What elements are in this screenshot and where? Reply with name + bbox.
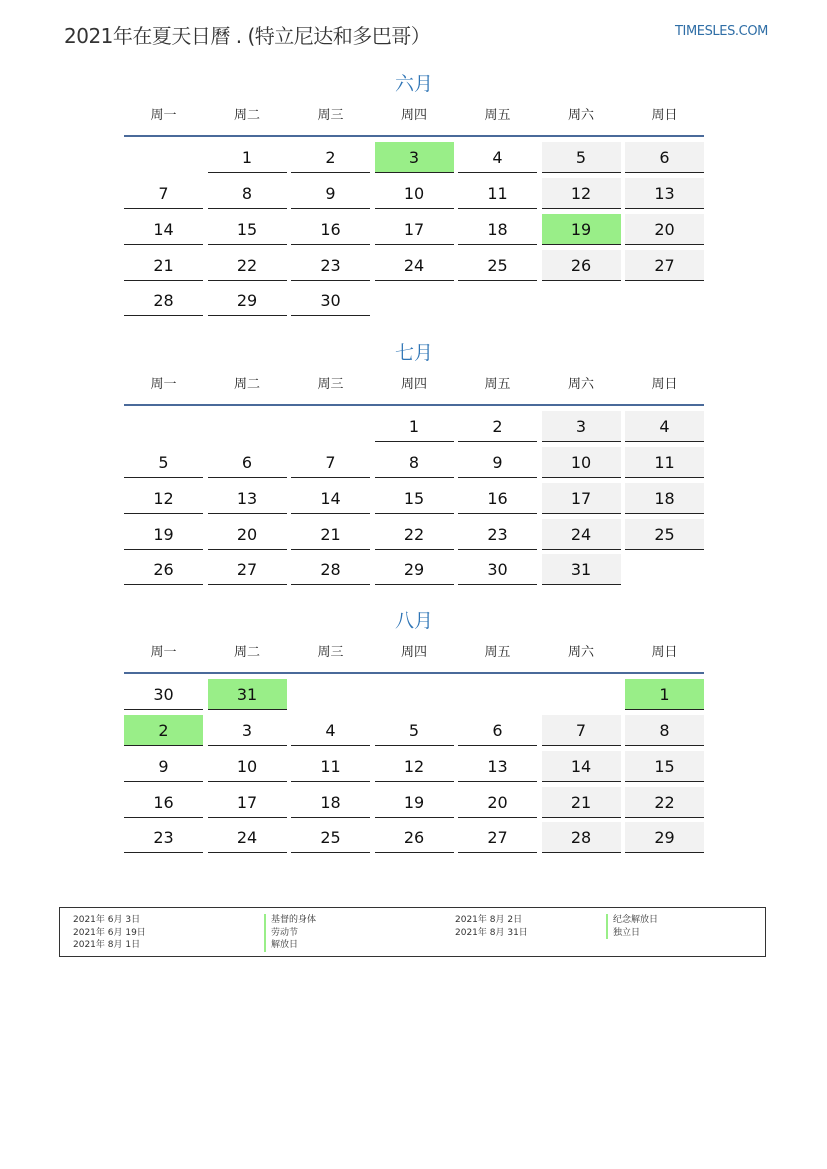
- holiday-day-cell: 1: [625, 679, 704, 710]
- day-cell: 4: [625, 411, 704, 442]
- month-calendar: [124, 339, 704, 596]
- weekday-label: 周五: [484, 377, 511, 392]
- day-cell: 18: [458, 214, 537, 245]
- day-cell: 20: [625, 214, 704, 245]
- weekday-label: 周日: [651, 377, 678, 392]
- site-link[interactable]: TIMESLES.COM: [674, 24, 768, 39]
- month-calendar: [124, 607, 704, 864]
- holiday-day-cell: 2: [124, 715, 203, 746]
- day-cell: 12: [542, 178, 621, 209]
- legend-names-right: [606, 914, 658, 939]
- day-cell: 20: [458, 787, 537, 818]
- weekday-label: 周五: [484, 108, 511, 123]
- day-cell: 4: [291, 715, 370, 746]
- day-cell: 7: [124, 178, 203, 209]
- day-cell: 19: [124, 519, 203, 550]
- weekday-label: 周一: [150, 377, 177, 392]
- weekday-label: 周日: [651, 645, 678, 660]
- weekday-label: 周三: [317, 377, 344, 392]
- day-cell: 5: [542, 142, 621, 173]
- legend-holiday-name: 劳动节: [264, 927, 316, 940]
- day-cell: 24: [208, 822, 287, 853]
- weekday-label: 周六: [567, 645, 594, 660]
- day-cell: 28: [542, 822, 621, 853]
- day-cell: 4: [458, 142, 537, 173]
- day-grid: [124, 411, 704, 596]
- day-cell: 1: [208, 142, 287, 173]
- day-cell: 7: [291, 447, 370, 478]
- legend-dates-left: [73, 914, 146, 952]
- day-cell: 3: [208, 715, 287, 746]
- day-cell: 15: [625, 751, 704, 782]
- day-cell: 29: [375, 554, 454, 585]
- day-cell: 29: [208, 285, 287, 316]
- day-cell: 6: [208, 447, 287, 478]
- month-name: 七月: [394, 342, 433, 364]
- day-grid: [124, 679, 704, 864]
- day-cell: 13: [458, 751, 537, 782]
- day-cell: 27: [208, 554, 287, 585]
- legend-date: 2021年 6月 19日: [73, 927, 146, 938]
- holiday-day-cell: 19: [542, 214, 621, 245]
- day-cell: 1: [375, 411, 454, 442]
- day-cell: 8: [625, 715, 704, 746]
- day-cell: 14: [124, 214, 203, 245]
- day-cell: 22: [625, 787, 704, 818]
- weekday-label: 周一: [150, 108, 177, 123]
- weekday-header: [124, 105, 704, 137]
- legend-holiday-name: 基督的身体: [264, 914, 316, 927]
- day-cell: 19: [375, 787, 454, 818]
- legend-date: 2021年 6月 3日: [73, 915, 141, 925]
- day-cell: 22: [208, 250, 287, 281]
- day-cell: 5: [124, 447, 203, 478]
- weekday-label: 周二: [233, 645, 260, 660]
- legend-date: 2021年 8月 2日: [455, 915, 523, 925]
- weekday-label: 周六: [567, 377, 594, 392]
- legend-names-left: [264, 914, 316, 952]
- day-cell: 10: [208, 751, 287, 782]
- day-cell: 18: [625, 483, 704, 514]
- day-cell: 9: [458, 447, 537, 478]
- weekday-label: 周三: [317, 645, 344, 660]
- day-cell: 11: [291, 751, 370, 782]
- day-cell: 14: [542, 751, 621, 782]
- legend-date: 2021年 8月 1日: [73, 940, 141, 950]
- weekday-label: 周二: [233, 377, 260, 392]
- day-cell: 30: [458, 554, 537, 585]
- day-cell: 2: [458, 411, 537, 442]
- weekday-label: 周五: [484, 645, 511, 660]
- holiday-day-cell: 31: [208, 679, 287, 710]
- day-cell: 27: [625, 250, 704, 281]
- day-cell: 6: [458, 715, 537, 746]
- page-title: 2021年在夏天日曆 . (特立尼达和多巴哥）: [64, 24, 431, 48]
- weekday-header: [124, 374, 704, 406]
- day-cell: 3: [542, 411, 621, 442]
- legend-holiday-name: 独立日: [606, 927, 658, 940]
- weekday-label: 周四: [400, 645, 427, 660]
- day-cell: 8: [208, 178, 287, 209]
- month-name: 八月: [394, 610, 433, 632]
- day-cell: 30: [124, 679, 203, 710]
- legend-holiday-name: 纪念解放日: [606, 914, 658, 927]
- day-cell: 28: [291, 554, 370, 585]
- day-grid: [124, 142, 704, 327]
- day-cell: 16: [458, 483, 537, 514]
- day-cell: 25: [291, 822, 370, 853]
- day-cell: 13: [208, 483, 287, 514]
- day-cell: 18: [291, 787, 370, 818]
- weekday-label: 周四: [400, 108, 427, 123]
- day-cell: 11: [458, 178, 537, 209]
- day-cell: 2: [291, 142, 370, 173]
- holiday-legend: [59, 907, 766, 957]
- day-cell: 26: [375, 822, 454, 853]
- day-cell: 23: [291, 250, 370, 281]
- day-cell: 23: [458, 519, 537, 550]
- day-cell: 12: [124, 483, 203, 514]
- day-cell: 12: [375, 751, 454, 782]
- day-cell: 24: [542, 519, 621, 550]
- weekday-label: 周一: [150, 645, 177, 660]
- day-cell: 9: [124, 751, 203, 782]
- weekday-header: [124, 642, 704, 674]
- day-cell: 30: [291, 285, 370, 316]
- day-cell: 21: [291, 519, 370, 550]
- day-cell: 16: [124, 787, 203, 818]
- day-cell: 6: [625, 142, 704, 173]
- weekday-label: 周四: [400, 377, 427, 392]
- weekday-label: 周二: [233, 108, 260, 123]
- day-cell: 25: [625, 519, 704, 550]
- day-cell: 11: [625, 447, 704, 478]
- day-cell: 16: [291, 214, 370, 245]
- weekday-label: 周日: [651, 108, 678, 123]
- day-cell: 17: [375, 214, 454, 245]
- day-cell: 8: [375, 447, 454, 478]
- day-cell: 31: [542, 554, 621, 585]
- day-cell: 29: [625, 822, 704, 853]
- day-cell: 21: [542, 787, 621, 818]
- day-cell: 23: [124, 822, 203, 853]
- day-cell: 26: [542, 250, 621, 281]
- holiday-day-cell: 3: [375, 142, 454, 173]
- day-cell: 15: [208, 214, 287, 245]
- day-cell: 7: [542, 715, 621, 746]
- day-cell: 26: [124, 554, 203, 585]
- day-cell: 14: [291, 483, 370, 514]
- day-cell: 17: [208, 787, 287, 818]
- legend-dates-right: [455, 914, 528, 939]
- day-cell: 25: [458, 250, 537, 281]
- day-cell: 15: [375, 483, 454, 514]
- legend-holiday-name: 解放日: [264, 939, 316, 952]
- weekday-label: 周六: [567, 108, 594, 123]
- day-cell: 21: [124, 250, 203, 281]
- weekday-label: 周三: [317, 108, 344, 123]
- month-name: 六月: [394, 73, 433, 95]
- legend-date: 2021年 8月 31日: [455, 927, 528, 938]
- day-cell: 10: [375, 178, 454, 209]
- day-cell: 28: [124, 285, 203, 316]
- day-cell: 22: [375, 519, 454, 550]
- month-calendar: [124, 70, 704, 327]
- day-cell: 27: [458, 822, 537, 853]
- day-cell: 10: [542, 447, 621, 478]
- day-cell: 9: [291, 178, 370, 209]
- day-cell: 17: [542, 483, 621, 514]
- day-cell: 20: [208, 519, 287, 550]
- day-cell: 24: [375, 250, 454, 281]
- day-cell: 5: [375, 715, 454, 746]
- day-cell: 13: [625, 178, 704, 209]
